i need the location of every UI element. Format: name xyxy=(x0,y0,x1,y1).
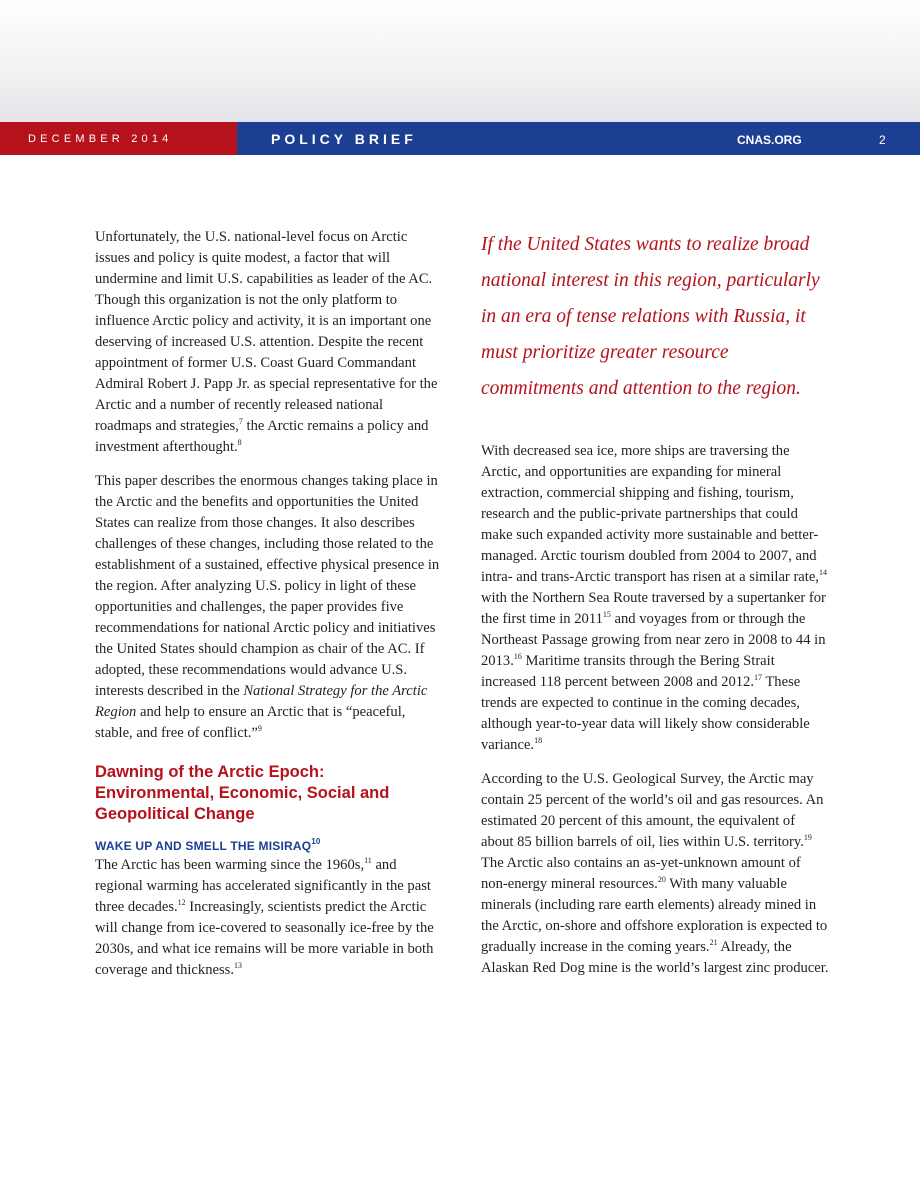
footnote-ref: 18 xyxy=(534,736,543,745)
header-background xyxy=(0,0,920,122)
page-number: 2 xyxy=(879,133,886,147)
footnote-ref: 11 xyxy=(364,856,372,865)
text-run: Maritime transits through the Bering Strait increased 118 percent between 2008 and 2012. xyxy=(481,653,775,690)
footnote-ref: 20 xyxy=(657,875,666,884)
text-run: and regional warming has accelerated significantly in the past three decades. xyxy=(95,857,431,915)
publication-type: POLICY BRIEF xyxy=(271,131,417,147)
footnote-ref: 13 xyxy=(234,961,242,970)
text-run: and voyages from or through the Northeast Passage growing from near zero in 2008 to 44 in 2013. xyxy=(481,611,826,669)
footnote-ref: 9 xyxy=(257,724,262,733)
text-run: These trends are expected to continue in the coming decades, although year-to-year data will likely show considerable variance. xyxy=(481,674,810,753)
header-band-blue xyxy=(237,122,920,155)
footnote-ref: 8 xyxy=(237,438,242,447)
footnote-ref: 10 xyxy=(311,837,321,846)
subheading-text: WAKE UP AND SMELL THE MISIRAQ xyxy=(95,839,312,853)
text-run: The Arctic has been warming since the 1960s, xyxy=(95,857,365,873)
header-band-red xyxy=(0,122,237,155)
text-run: Increasingly, scientists predict the Arctic will change from ice-covered to seasonally ice-free by the 2030s, and what ice remains will be more variable in both coverage and thickness. xyxy=(95,899,434,978)
text-run: With decreased sea ice, more ships are traversing the Arctic, and opportunities are expanding for mineral extraction, commercial shipping and fishing, tourism, research and the public-private partnerships that could make such expanded activity more sustainable and better-managed. Arctic tourism doubled from 2004 to 2007, and intra- and trans-Arctic transport has risen at a similar rate, xyxy=(481,443,819,585)
footnote-ref: 16 xyxy=(513,652,522,661)
text-run: This paper describes the enormous changes taking place in the Arctic and the benefits and opportunities the United States can realize from those changes. It also describes challenges of these changes, including those related to the establishment of a sustained, effective physical presence in the region. After analyzing U.S. policy in light of these opportunities and challenges, the paper provides five recommendations for national Arctic policy and initiatives the United States should champion as chair of the AC. If adopted, these recommendations would advance U.S. interests described in the xyxy=(95,473,440,699)
text-run: with the Northern Sea Route traversed by a supertanker for the first time in 2011 xyxy=(481,590,826,627)
footnote-ref: 17 xyxy=(754,673,762,682)
right-column xyxy=(481,227,831,992)
document-title-ref: National Strategy for the Arctic Region xyxy=(95,683,428,720)
footnote-ref: 12 xyxy=(177,898,186,907)
text-run: the Arctic remains a policy and investment afterthought. xyxy=(95,418,429,455)
left-column xyxy=(95,227,443,994)
subheading xyxy=(95,839,443,853)
text-run: Unfortunately, the U.S. national-level focus on Arctic issues and policy is quite modest, a factor that will undermine and limit U.S. capabilities as leader of the AC. Though this organization is not the only platform to influence Arctic policy and activity, it is an important one deserving of increased U.S. attention. Despite the recent appointment of former U.S. Coast Guard Commandant Admiral Robert J. Papp Jr. as special representative for the Arctic and a number of recently released national roadmaps and strategies, xyxy=(95,229,438,434)
pull-quote: If the United States wants to realize broad national interest in this region, particularly in an era of tense relations with Russia, it must prioritize greater resource commitments and attention to the region. xyxy=(481,234,820,399)
issue-date: DECEMBER 2014 xyxy=(28,133,173,145)
footnote-ref: 19 xyxy=(803,833,812,842)
text-run: Already, the Alaskan Red Dog mine is the world’s largest zinc producer. xyxy=(481,939,829,976)
footnote-ref: 21 xyxy=(709,938,718,947)
text-run: According to the U.S. Geological Survey, the Arctic may contain 25 percent of the world’s oil and gas resources. An estimated 20 percent of this amount, the equivalent of about 85 billion barrels of oil, lies within U.S. territory. xyxy=(481,771,824,850)
header-band xyxy=(0,122,920,155)
section-heading: Dawning of the Arctic Epoch: Environmental, Economic, Social and Geopolitical Change xyxy=(95,763,390,823)
paragraph-warming xyxy=(95,855,443,981)
text-run: The Arctic also contains an as-yet-unknown amount of non-energy mineral resources. xyxy=(481,855,801,892)
paragraph-intro xyxy=(95,227,443,458)
footnote-ref: 7 xyxy=(238,417,243,426)
text-run: With many valuable minerals (including rare earth elements) already mined in the Arctic, on-shore and offshore exploration is expected to gradually increase in the coming years. xyxy=(481,876,828,955)
footnote-ref: 15 xyxy=(602,610,611,619)
text-run: and help to ensure an Arctic that is “peaceful, stable, and free of conflict.” xyxy=(95,704,406,741)
paragraph-resources xyxy=(481,769,831,979)
paragraph-sea-ice xyxy=(481,441,831,756)
paragraph-purpose xyxy=(95,471,443,744)
site-link[interactable]: CNAS.ORG xyxy=(737,133,802,147)
footnote-ref: 14 xyxy=(818,568,827,577)
